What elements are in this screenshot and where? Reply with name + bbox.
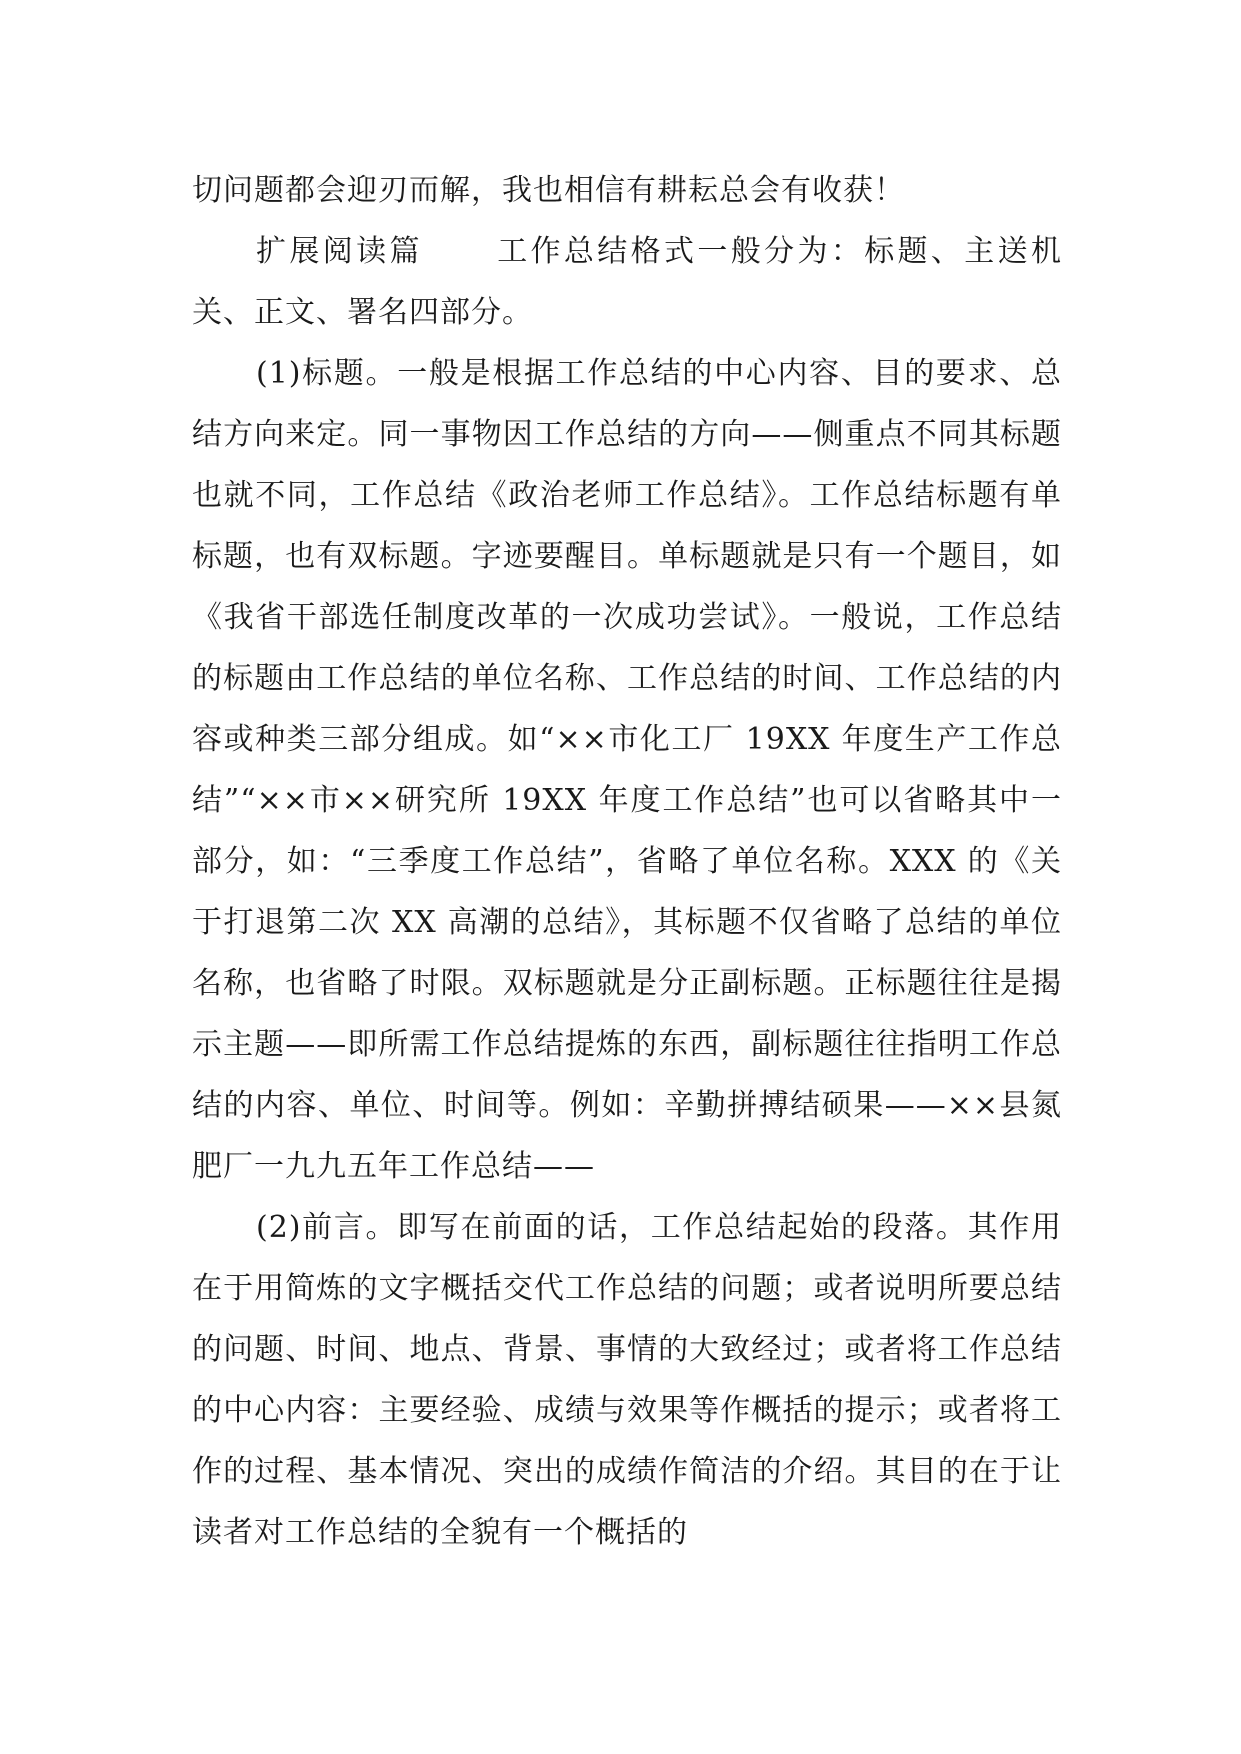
paragraph-preface-section: (2)前言。即写在前面的话，工作总结起始的段落。其作用在于用简炼的文字概括交代工作总结的问题；或者说明所要总结的问题、时间、地点、背景、事情的大致经过；或者将工作总结的中心内容：主要经验、成绩与效果等作概括的提示；或者将工作的过程、基本情况、突出的成绩作简洁的介绍。其目的在于让读者对工作总结的全貌有一个概括的: [192, 1210, 1062, 1550]
extended-reading-label: 扩展阅读篇: [256, 234, 423, 269]
paragraph-continuation: 切问题都会迎刃而解，我也相信有耕耘总会有收获！: [192, 173, 905, 208]
document-body: [192, 160, 1062, 1563]
extended-reading-text: 工作总结格式一般分为：标题、主送机关、正文、署名四部分。: [192, 234, 1063, 330]
paragraph-extended-reading: [192, 221, 1062, 343]
paragraph-title-section: (1)标题。一般是根据工作总结的中心内容、目的要求、总结方向来定。同一事物因工作总结的方向——侧重点不同其标题也就不同，工作总结《政治老师工作总结》。工作总结标题有单标题，也有双标题。字迹要醒目。单标题就是只有一个题目，如《我省干部选任制度改革的一次成功尝试》。一般说，工作总结的标题由工作总结的单位名称、工作总结的时间、工作总结的内容或种类三部分组成。如“××市化工厂 19XX 年度生产工作总结”“××市××研究所 19XX 年度工作总结”也可以省略其中一部分，如：“三季度工作总结”，省略了单位名称。XXX 的《关于打退第二次 XX 高潮的总结》，其标题不仅省略了总结的单位名称，也省略了时限。双标题就是分正副标题。正标题往往是揭示主题——即所需工作总结提炼的东西，副标题往往指明工作总结的内容、单位、时间等。例如：辛勤拼搏结硕果——××县氮肥厂一九九五年工作总结——: [192, 356, 1062, 1184]
